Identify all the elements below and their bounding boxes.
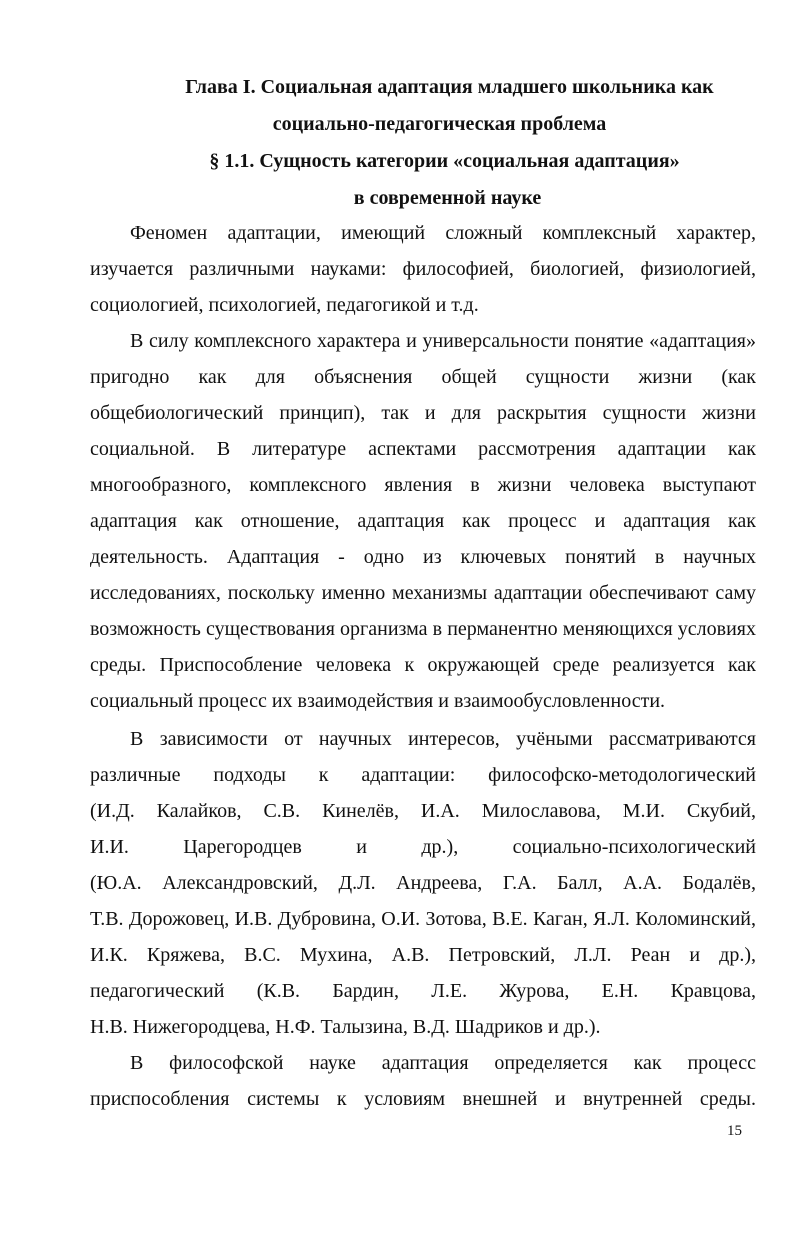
body-line: социологией, психологией, педагогикой и т.д. bbox=[90, 294, 479, 316]
body-line: адаптация как отношение, адаптация как процесс и адаптация как bbox=[90, 510, 756, 532]
section-title-line-1: § 1.1. Сущность категории «социальная адаптация» bbox=[209, 150, 680, 172]
body-line: И.И. Царегородцев и др.), социально-психологический bbox=[90, 836, 756, 858]
body-line: возможность существования организма в перманентно меняющихся условиях bbox=[90, 618, 756, 640]
body-line: исследованиях, поскольку именно механизмы адаптации обеспечивают саму bbox=[90, 582, 756, 604]
body-line: социальный процесс их взаимодействия и взаимообусловленности. bbox=[90, 690, 666, 712]
body-line: пригодно как для объяснения общей сущности жизни (как bbox=[90, 366, 756, 388]
chapter-title-line-1: Глава I. Социальная адаптация младшего школьника как bbox=[185, 76, 714, 98]
body-line: деятельность. Адаптация - одно из ключевых понятий в научных bbox=[90, 546, 756, 568]
body-line: среды. Приспособление человека к окружающей среде реализуется как bbox=[90, 654, 756, 676]
page-number: 15 bbox=[727, 1123, 742, 1139]
body-line: изучается различными науками: философией, биологией, физиологией, bbox=[90, 258, 756, 280]
body-line: В зависимости от научных интересов, учёными рассматриваются bbox=[130, 728, 756, 750]
body-line: В философской науке адаптация определяется как процесс bbox=[130, 1052, 756, 1074]
body-line: многообразного, комплексного явления в жизни человека выступают bbox=[90, 474, 756, 496]
body-line: В силу комплексного характера и универсальности понятие «адаптация» bbox=[130, 330, 756, 352]
section-title-line-2: в современной науке bbox=[353, 187, 542, 209]
body-line: (Ю.А. Александровский, Д.Л. Андреева, Г.А. Балл, А.А. Бодалёв, bbox=[90, 872, 756, 894]
body-line: Феномен адаптации, имеющий сложный комплексный характер, bbox=[130, 222, 756, 244]
body-line: (И.Д. Калайков, С.В. Кинелёв, И.А. Милославова, М.И. Скубий, bbox=[90, 800, 756, 822]
body-line: социальной. В литературе аспектами рассмотрения адаптации как bbox=[90, 438, 756, 460]
chapter-title-line-2: социально-педагогическая проблема bbox=[272, 113, 607, 135]
body-line: Т.В. Дорожовец, И.В. Дубровина, О.И. Зотова, В.Е. Каган, Я.Л. Коломинский, bbox=[90, 908, 756, 930]
body-line: И.К. Кряжева, В.С. Мухина, А.В. Петровский, Л.Л. Реан и др.), bbox=[90, 944, 756, 966]
body-line: приспособления системы к условиям внешней и внутренней среды. bbox=[90, 1088, 756, 1110]
body-line: общебиологический принцип), так и для раскрытия сущности жизни bbox=[90, 402, 756, 424]
body-line: Н.В. Нижегородцева, Н.Ф. Талызина, В.Д. Шадриков и др.). bbox=[90, 1016, 601, 1038]
body-line: различные подходы к адаптации: философско-методологический bbox=[90, 764, 756, 786]
body-line: педагогический (К.В. Бардин, Л.Е. Журова, Е.Н. Кравцова, bbox=[90, 980, 756, 1002]
